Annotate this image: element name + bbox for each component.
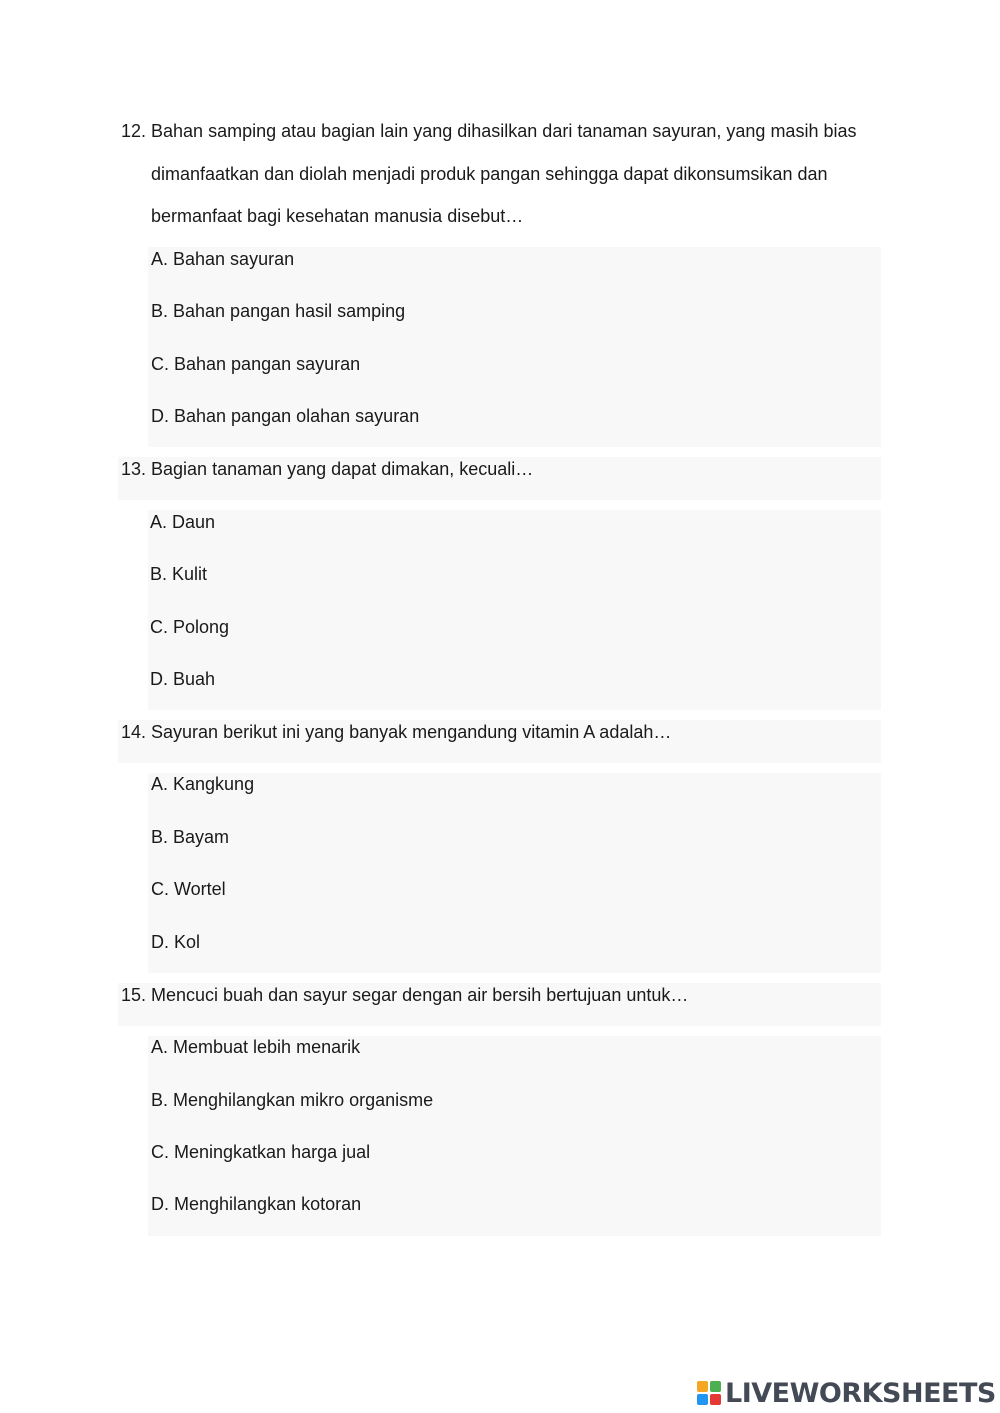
liveworksheets-logo-icon (697, 1381, 721, 1405)
q13-options-area (148, 510, 881, 710)
q13-option-c[interactable]: C. Polong (150, 617, 230, 637)
q14-option-a[interactable]: A. Kangkung (151, 774, 255, 794)
logo-square-4 (710, 1394, 721, 1405)
logo-square-1 (697, 1381, 708, 1392)
q15-option-a[interactable]: A. Membuat lebih menarik (151, 1037, 361, 1057)
liveworksheets-logo (697, 1378, 996, 1408)
question-12-line-3: bermanfaat bagi kesehatan manusia disebut… (151, 206, 524, 226)
q13-option-a[interactable]: A. Daun (150, 512, 216, 532)
q15-option-d[interactable]: D. Menghilangkan kotoran (151, 1194, 362, 1214)
q12-option-a[interactable]: A. Bahan sayuran (151, 249, 295, 269)
liveworksheets-logo-text: LIVEWORKSHEETS (725, 1377, 996, 1409)
question-12-line-1: 12. Bahan samping atau bagian lain yang dihasilkan dari tanaman sayuran, yang masih bias (121, 121, 857, 141)
logo-square-3 (697, 1394, 708, 1405)
q12-option-c[interactable]: C. Bahan pangan sayuran (151, 354, 361, 374)
question-14: 14. Sayuran berikut ini yang banyak mengandung vitamin A adalah… (121, 722, 672, 742)
question-13: 13. Bagian tanaman yang dapat dimakan, kecuali… (121, 459, 534, 479)
q14-option-d[interactable]: D. Kol (151, 932, 201, 952)
q13-option-d[interactable]: D. Buah (150, 669, 216, 689)
question-15: 15. Mencuci buah dan sayur segar dengan air bersih bertujuan untuk… (121, 985, 689, 1005)
logo-square-2 (710, 1381, 721, 1392)
question-12-line-2: dimanfaatkan dan diolah menjadi produk pangan sehingga dapat dikonsumsikan dan (151, 164, 828, 184)
q13-option-b[interactable]: B. Kulit (150, 564, 208, 584)
q14-option-c[interactable]: C. Wortel (151, 879, 226, 899)
q12-option-b[interactable]: B. Bahan pangan hasil samping (151, 301, 406, 321)
q15-option-c[interactable]: C. Meningkatkan harga jual (151, 1142, 371, 1162)
q14-options-area (148, 773, 881, 973)
q12-option-d[interactable]: D. Bahan pangan olahan sayuran (151, 406, 420, 426)
q15-option-b[interactable]: B. Menghilangkan mikro organisme (151, 1090, 434, 1110)
q14-option-b[interactable]: B. Bayam (151, 827, 230, 847)
